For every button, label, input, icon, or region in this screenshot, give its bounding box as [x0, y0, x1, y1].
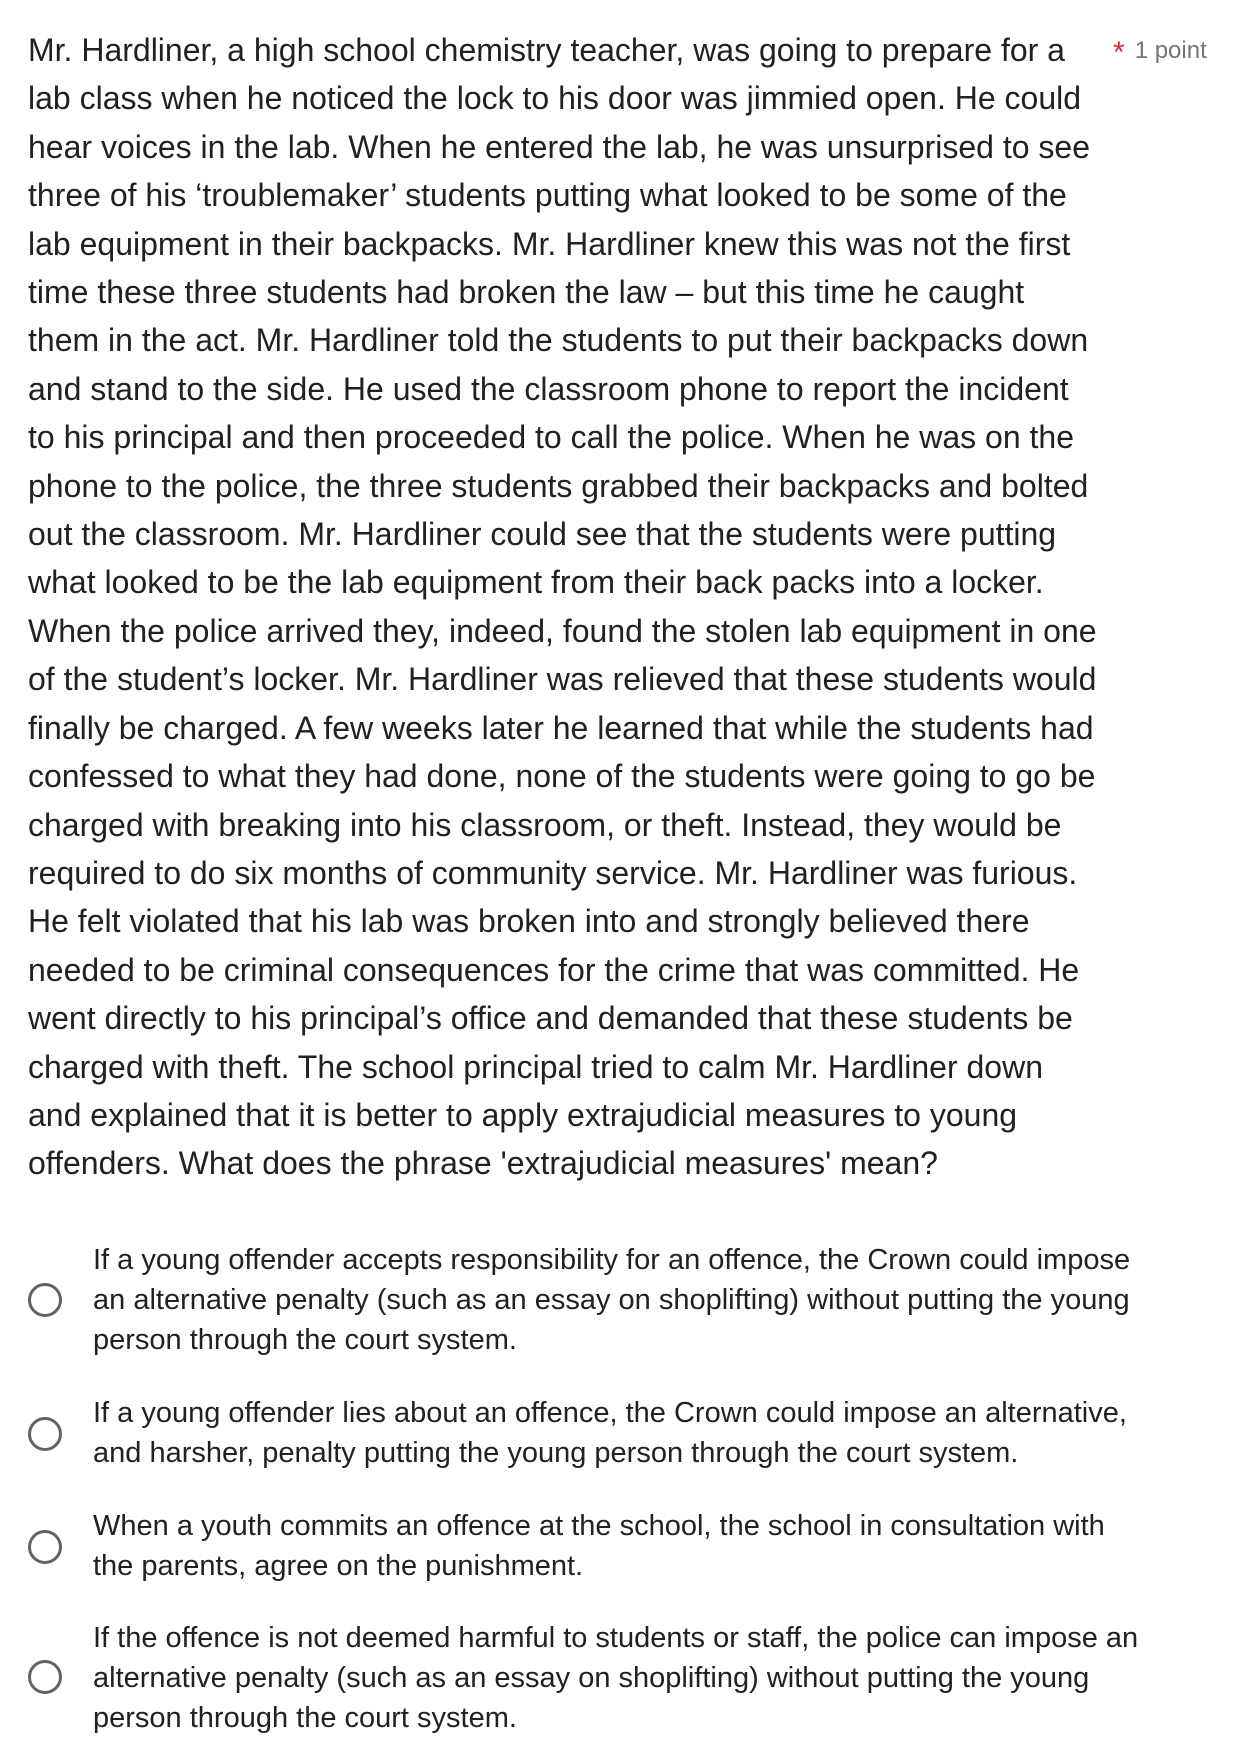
question-text-line: hear voices in the lab. When he entered the lab, he was unsurprised to see — [28, 128, 1090, 165]
question-text-line: required to do six months of community service. Mr. Hardliner was furious. — [28, 854, 1078, 891]
question-text-line: time these three students had broken the law – but this time he caught — [28, 274, 1025, 311]
question-text — [28, 26, 1113, 1188]
question-text-line: of the student’s locker. Mr. Hardliner was relieved that these students would — [28, 661, 1097, 698]
radio-button-icon[interactable] — [28, 1660, 62, 1694]
answer-option-3[interactable] — [0, 1506, 1246, 1590]
option-label — [93, 1618, 1233, 1738]
question-text-line: what looked to be the lab equipment from their back packs into a locker. — [28, 564, 1044, 601]
question-text-line: He felt violated that his lab was broken into and strongly believed there — [28, 903, 1030, 940]
question-text-line: three of his ‘troublemaker’ students putting what looked to be some of the — [28, 177, 1067, 214]
question-text-line: and stand to the side. He used the classroom phone to report the incident — [28, 370, 1069, 407]
radio-button-icon[interactable] — [28, 1530, 62, 1564]
option-label-line: person through the court system. — [93, 1702, 517, 1734]
option-label-line: If the offence is not deemed harmful to students or staff, the police can impose an — [93, 1622, 1139, 1654]
answer-option-2[interactable] — [0, 1393, 1246, 1477]
question-text-line: charged with theft. The school principal tried to calm Mr. Hardliner down — [28, 1048, 1043, 1085]
question-header — [28, 26, 1228, 1188]
question-text-line: confessed to what they had done, none of the students were going to go be — [28, 758, 1096, 795]
question-text-line: out the classroom. Mr. Hardliner could see that the students were putting — [28, 516, 1057, 553]
question-text-line: went directly to his principal’s office and demanded that these students be — [28, 1000, 1073, 1037]
question-text-line: needed to be criminal consequences for the crime that was committed. He — [28, 951, 1080, 988]
required-star-icon: * — [1113, 36, 1125, 69]
option-label-line: When a youth commits an offence at the school, the school in consultation with — [93, 1510, 1105, 1542]
option-label — [93, 1240, 1233, 1360]
option-label — [93, 1393, 1233, 1473]
option-label-line: and harsher, penalty putting the young person through the court system. — [93, 1437, 1019, 1469]
radio-button-icon[interactable] — [28, 1417, 62, 1451]
option-label-line: If a young offender accepts responsibility for an offence, the Crown could impose — [93, 1244, 1131, 1276]
question-meta — [1113, 34, 1207, 69]
option-label — [93, 1506, 1233, 1586]
answer-option-4[interactable] — [0, 1618, 1246, 1742]
question-text-line: lab class when he noticed the lock to his door was jimmied open. He could — [28, 80, 1082, 117]
answer-option-1[interactable] — [0, 1240, 1246, 1364]
question-text-line: to his principal and then proceeded to call the police. When he was on the — [28, 419, 1074, 456]
question-text-line: and explained that it is better to apply extrajudicial measures to young — [28, 1096, 1018, 1133]
option-label-line: person through the court system. — [93, 1324, 517, 1356]
option-label-line: an alternative penalty (such as an essay on shoplifting) without putting the young — [93, 1284, 1130, 1316]
question-text-line: Mr. Hardliner, a high school chemistry teacher, was going to prepare for a — [28, 32, 1065, 68]
option-label-line: alternative penalty (such as an essay on shoplifting) without putting the young — [93, 1662, 1090, 1694]
question-text-line: offenders. What does the phrase 'extrajudicial measures' mean? — [28, 1145, 938, 1182]
question-text-line: phone to the police, the three students grabbed their backpacks and bolted — [28, 467, 1089, 504]
points-label: 1 point — [1134, 37, 1207, 64]
question-text-line: charged with breaking into his classroom, or theft. Instead, they would be — [28, 806, 1062, 843]
question-text-line: them in the act. Mr. Hardliner told the students to put their backpacks down — [28, 322, 1089, 359]
question-text-line: lab equipment in their backpacks. Mr. Hardliner knew this was not the first — [28, 225, 1071, 262]
question-text-line: finally be charged. A few weeks later he learned that while the students had — [28, 709, 1094, 746]
radio-button-icon[interactable] — [28, 1283, 62, 1317]
option-label-line: If a young offender lies about an offence, the Crown could impose an alternative, — [93, 1397, 1127, 1429]
option-label-line: the parents, agree on the punishment. — [93, 1550, 584, 1582]
question-text-line: When the police arrived they, indeed, found the stolen lab equipment in one — [28, 612, 1097, 649]
